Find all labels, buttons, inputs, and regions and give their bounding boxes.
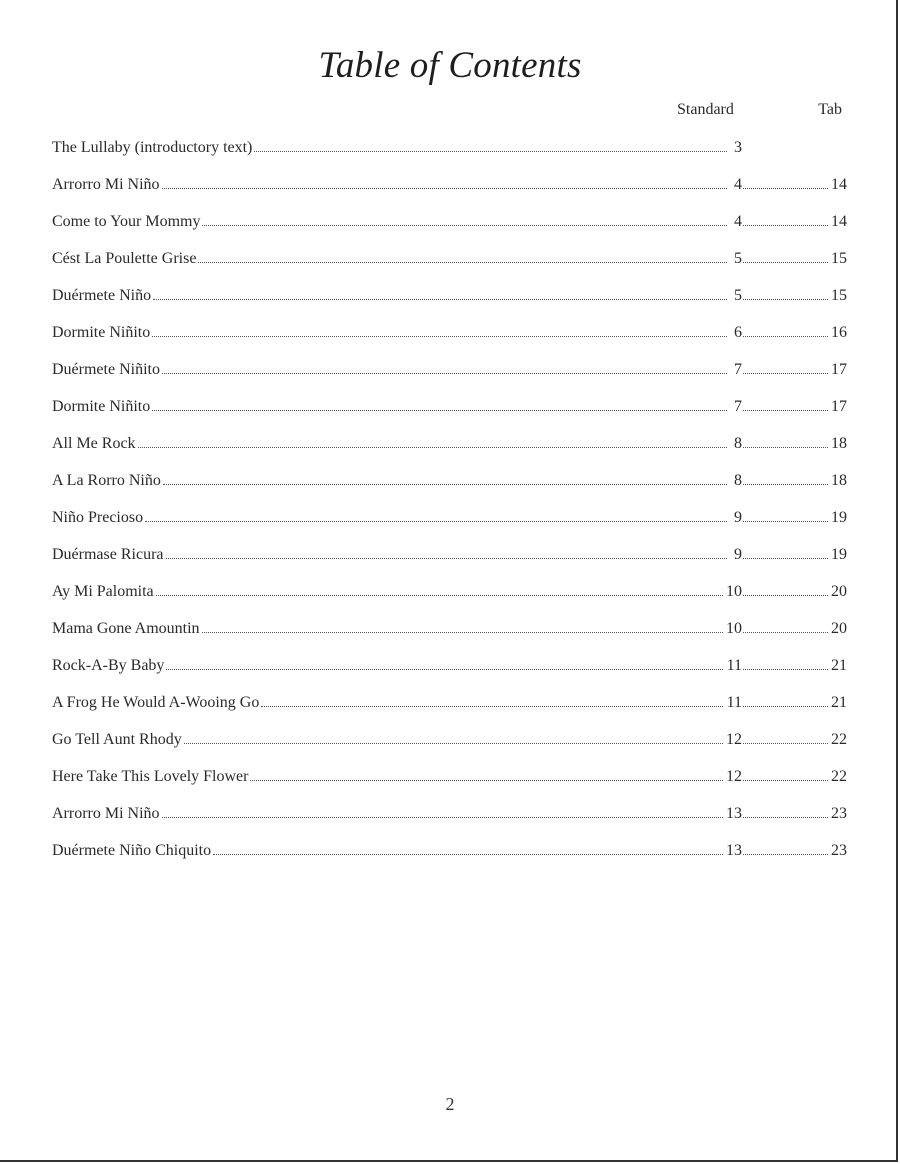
tab-page-number: 20 [831, 583, 847, 600]
dot-leader [743, 743, 828, 744]
dot-leader [166, 558, 727, 559]
toc-entry-title: Come to Your Mommy [52, 213, 201, 230]
toc-entry-title: Arrorro Mi Niño [52, 176, 160, 193]
dot-leader [152, 336, 727, 337]
dot-leader [743, 817, 828, 818]
toc-entry-title: Here Take This Lovely Flower [52, 768, 249, 785]
toc-entry [52, 285, 847, 322]
standard-page-number: 7 [734, 361, 742, 378]
dot-leader [166, 669, 723, 670]
dot-leader [163, 484, 727, 485]
dot-leader [250, 780, 723, 781]
toc-entry-title: A La Rorro Niño [52, 472, 161, 489]
toc-entry-title: A Frog He Would A-Wooing Go [52, 694, 260, 711]
standard-page-number: 8 [734, 435, 742, 452]
tab-page-number: 14 [831, 213, 847, 230]
tab-page-number: 23 [831, 842, 847, 859]
tab-page-number: 22 [831, 768, 847, 785]
tab-page-number: 21 [831, 657, 847, 674]
toc-entry [52, 729, 847, 766]
toc-entry [52, 544, 847, 581]
toc-entry [52, 248, 847, 285]
dot-leader [743, 484, 828, 485]
toc-entry-title: Duérmete Niño [52, 287, 152, 304]
dot-leader [743, 188, 828, 189]
table-of-contents [52, 137, 847, 877]
tab-page-number: 19 [831, 509, 847, 526]
dot-leader [743, 299, 828, 300]
toc-entry-title: All Me Rock [52, 435, 136, 452]
standard-page-number: 13 [726, 842, 742, 859]
standard-page-number: 9 [734, 546, 742, 563]
dot-leader [743, 854, 828, 855]
tab-page-number: 18 [831, 435, 847, 452]
dot-leader [162, 188, 727, 189]
tab-page-number: 16 [831, 324, 847, 341]
dot-leader [743, 780, 828, 781]
dot-leader [162, 373, 727, 374]
dot-leader [152, 410, 727, 411]
toc-entry [52, 396, 847, 433]
toc-entry-title: Duérmete Niñito [52, 361, 160, 378]
dot-leader [162, 817, 723, 818]
toc-entry [52, 692, 847, 729]
toc-entry [52, 359, 847, 396]
dot-leader [184, 743, 723, 744]
tab-page-number: 21 [831, 694, 847, 711]
tab-page-number: 15 [831, 250, 847, 267]
standard-page-number: 11 [726, 694, 742, 711]
tab-page-number: 17 [831, 398, 847, 415]
toc-entry [52, 137, 847, 174]
toc-entry [52, 766, 847, 803]
standard-page-number: 13 [726, 805, 742, 822]
dot-leader [145, 521, 727, 522]
dot-leader [743, 225, 828, 226]
toc-entry [52, 618, 847, 655]
dot-leader [743, 447, 828, 448]
dot-leader [743, 595, 828, 596]
column-header-tab: Tab [818, 101, 842, 118]
toc-entry [52, 470, 847, 507]
toc-entry-title: Duérmase Ricura [52, 546, 164, 563]
dot-leader [743, 336, 828, 337]
tab-page-number: 17 [831, 361, 847, 378]
dot-leader [261, 706, 723, 707]
dot-leader [202, 225, 727, 226]
dot-leader [202, 632, 723, 633]
toc-entry [52, 507, 847, 544]
page-title: Table of Contents [318, 45, 582, 86]
standard-page-number: 8 [734, 472, 742, 489]
dot-leader [743, 410, 828, 411]
toc-entry [52, 803, 847, 840]
tab-page-number: 20 [831, 620, 847, 637]
column-header-standard: Standard [677, 101, 734, 118]
toc-entry [52, 655, 847, 692]
tab-page-number: 14 [831, 176, 847, 193]
dot-leader [743, 521, 828, 522]
dot-leader [743, 632, 828, 633]
dot-leader [254, 151, 727, 152]
toc-entry-title: Niño Precioso [52, 509, 144, 526]
toc-entry [52, 174, 847, 211]
toc-entry-title: Dormite Niñito [52, 398, 151, 415]
standard-page-number: 3 [734, 139, 742, 156]
dot-leader [156, 595, 723, 596]
toc-entry-title: Cést La Poulette Grise [52, 250, 197, 267]
tab-page-number: 19 [831, 546, 847, 563]
standard-page-number: 10 [726, 620, 742, 637]
toc-entry-title: The Lullaby (introductory text) [52, 139, 253, 156]
toc-entry-title: Dormite Niñito [52, 324, 151, 341]
standard-page-number: 4 [734, 213, 742, 230]
toc-entry [52, 211, 847, 248]
standard-page-number: 12 [726, 768, 742, 785]
tab-page-number: 15 [831, 287, 847, 304]
dot-leader [743, 706, 828, 707]
toc-entry [52, 322, 847, 359]
toc-entry-title: Rock-A-By Baby [52, 657, 165, 674]
toc-entry-title: Mama Gone Amountin [52, 620, 200, 637]
dot-leader [138, 447, 727, 448]
standard-page-number: 7 [734, 398, 742, 415]
tab-page-number: 18 [831, 472, 847, 489]
standard-page-number: 12 [726, 731, 742, 748]
standard-page-number: 10 [726, 583, 742, 600]
toc-entry [52, 581, 847, 618]
dot-leader [743, 262, 828, 263]
toc-entry-title: Arrorro Mi Niño [52, 805, 160, 822]
toc-entry-title: Duérmete Niño Chiquito [52, 842, 212, 859]
dot-leader [153, 299, 727, 300]
tab-page-number: 22 [831, 731, 847, 748]
standard-page-number: 5 [734, 287, 742, 304]
standard-page-number: 4 [734, 176, 742, 193]
toc-entry-title: Go Tell Aunt Rhody [52, 731, 182, 748]
toc-entry [52, 433, 847, 470]
standard-page-number: 6 [734, 324, 742, 341]
dot-leader [198, 262, 727, 263]
standard-page-number: 9 [734, 509, 742, 526]
tab-page-number: 23 [831, 805, 847, 822]
toc-entry [52, 840, 847, 877]
standard-page-number: 5 [734, 250, 742, 267]
dot-leader [743, 373, 828, 374]
page-number: 2 [445, 1094, 455, 1114]
dot-leader [743, 558, 828, 559]
toc-entry-title: Ay Mi Palomita [52, 583, 154, 600]
dot-leader [213, 854, 723, 855]
standard-page-number: 11 [726, 657, 742, 674]
dot-leader [743, 669, 828, 670]
